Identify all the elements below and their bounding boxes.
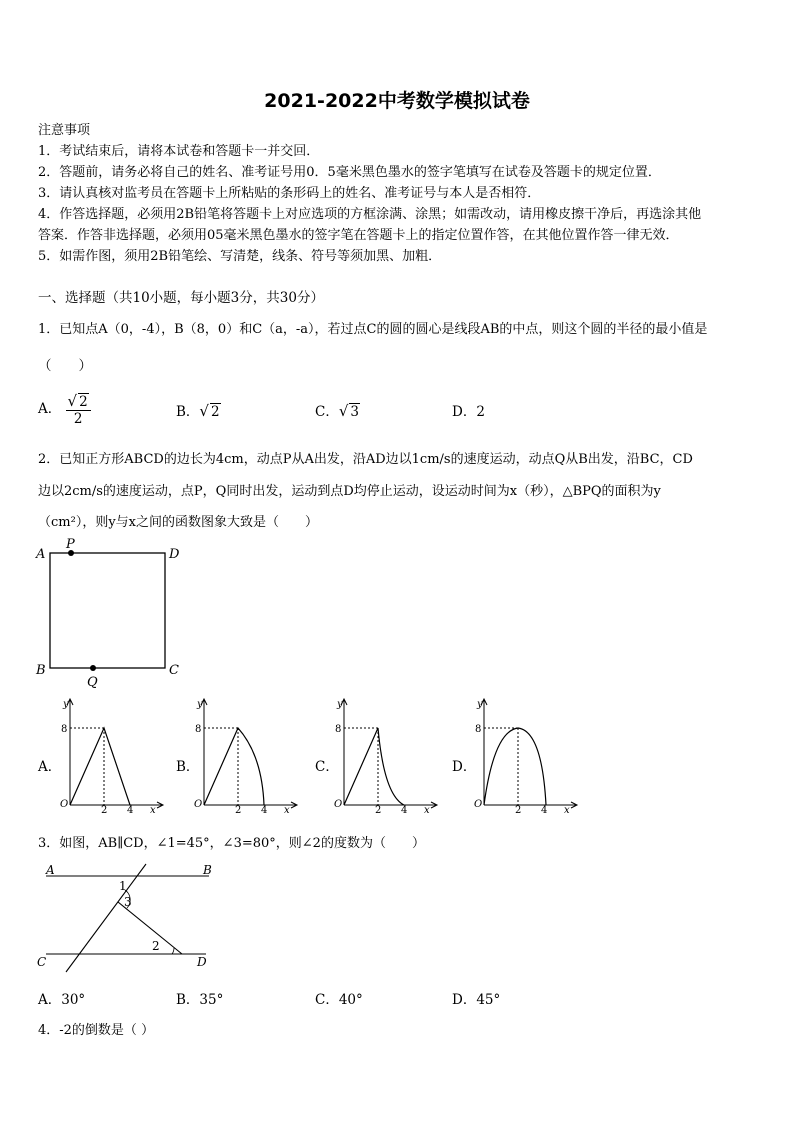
q2-option-b[interactable]: B． [176,759,200,775]
label-p: P [66,538,75,552]
notice-item: 5．如需作图，须用2B铅笔绘、写清楚，线条、符号等须加黑、加粗． [38,249,442,264]
svg-text:4: 4 [127,805,134,815]
notice-item: 2．答题前，请务必将自己的姓名、准考证号用0．5毫米黑色墨水的签字笔填写在试卷及答题卡的规定位置． [38,165,661,180]
label-d: D [169,547,180,562]
fraction: $\frac{√ 2}{2}$ [66,392,91,427]
notice-item: 3．请认真核对监考员在答题卡上所粘贴的条形码上的姓名、准考证号与本人是否相符． [38,186,541,201]
page-title: 2021-2022中考数学模拟试卷 [264,90,530,112]
q2-option-c[interactable]: C． [315,759,339,775]
notice-heading: 注意事项 [38,123,91,138]
svg-text:8: 8 [475,724,482,735]
svg-text:C: C [37,955,47,969]
graph-b [192,695,302,815]
svg-text:y: y [477,699,483,710]
svg-text:D: D [197,955,207,969]
q1-option-b[interactable]: B．√ 2 [176,402,220,420]
svg-text:y: y [337,699,343,710]
svg-text:2: 2 [515,805,522,815]
svg-text:8: 8 [61,724,68,735]
label-q: Q [87,675,98,688]
q1-option-c[interactable]: C．√ 3 [315,402,359,420]
svg-text:y: y [197,699,203,710]
svg-text:4: 4 [401,805,408,815]
graph-a [58,695,168,815]
svg-text:8: 8 [195,724,202,735]
svg-text:O: O [474,799,483,810]
graph-c [332,695,442,815]
svg-text:1: 1 [119,879,127,893]
graph-d [472,695,582,815]
square-abcd [50,553,165,668]
square-figure [30,538,190,688]
svg-text:8: 8 [335,724,342,735]
curve-c [344,728,404,805]
q3-option-d[interactable]: D．45° [452,992,501,1008]
q3-option-b[interactable]: B．35° [176,992,224,1008]
svg-text:O: O [194,799,203,810]
label-b: B [36,663,46,678]
q1-paren: （ ） [38,358,92,374]
q1-option-d[interactable]: D．2 [452,404,485,420]
notice-item: 4．作答选择题，必须用2B铅笔将答题卡上对应选项的方框涂满、涂黑；如需改动，请用橡皮擦干净后，再选涂其他 [38,207,702,222]
curve-a [70,728,130,805]
curve-b [204,728,264,805]
svg-text:x: x [564,805,570,815]
svg-text:O: O [334,799,343,810]
parallel-lines-figure [34,858,224,978]
svg-text:O: O [60,799,69,810]
svg-text:2: 2 [375,805,382,815]
q3-option-c[interactable]: C．40° [315,992,363,1008]
q2-line2: 边以2cm/s的速度运动，点P，Q同时出发，运动到点D均停止运动，设运动时间为x（秒），△BPQ的面积为y [38,484,661,499]
svg-text:4: 4 [541,805,548,815]
transversal [66,864,146,972]
segment-to-d [118,902,182,954]
svg-text:B: B [203,863,212,877]
svg-text:x: x [424,805,430,815]
q3-option-a[interactable]: A．30° [38,992,86,1008]
notice-item: 1．考试结束后，请将本试卷和答题卡一并交回． [38,144,320,159]
q1-option-a[interactable]: A． $\frac{√ 2}{2}$ [38,392,91,427]
point-q [90,665,96,671]
svg-text:x: x [150,805,156,815]
section-heading: 一、选择题（共10小题，每小题3分，共30分） [38,290,324,306]
label-c: C [169,663,179,678]
q2-option-d[interactable]: D． [452,759,477,775]
svg-text:y: y [63,699,69,710]
svg-text:2: 2 [152,939,160,953]
q2-line1: 2．已知正方形ABCD的边长为4cm，动点P从A出发，沿AD边以1cm/s的速度运动，动点Q从B出发，沿BC，CD [38,452,693,467]
curve-d [484,728,546,805]
q4-stem: 4．-2的倒数是（ ） [38,1023,155,1038]
q3-stem: 3．如图，AB∥CD，∠1=45°，∠3=80°，则∠2的度数为（ ） [38,836,425,851]
label-a: A [36,547,46,562]
svg-text:3: 3 [124,895,132,909]
svg-text:x: x [284,805,290,815]
notice-item: 答案．作答非选择题，必须用05毫米黑色墨水的签字笔在答题卡上的指定位置作答，在其他位置作答一律无效． [38,228,679,243]
svg-text:2: 2 [101,805,108,815]
q2-option-a[interactable]: A． [38,759,62,775]
q1-stem: 1．已知点A（0，-4），B（8，0）和C（a，-a），若过点C的圆的圆心是线段AB的中点，则这个圆的半径的最小值是 [38,322,708,337]
svg-text:A: A [46,863,55,877]
svg-text:4: 4 [261,805,268,815]
q2-line3: （cm²），则y与x之间的函数图象大致是（ ） [38,515,318,530]
svg-text:2: 2 [235,805,242,815]
